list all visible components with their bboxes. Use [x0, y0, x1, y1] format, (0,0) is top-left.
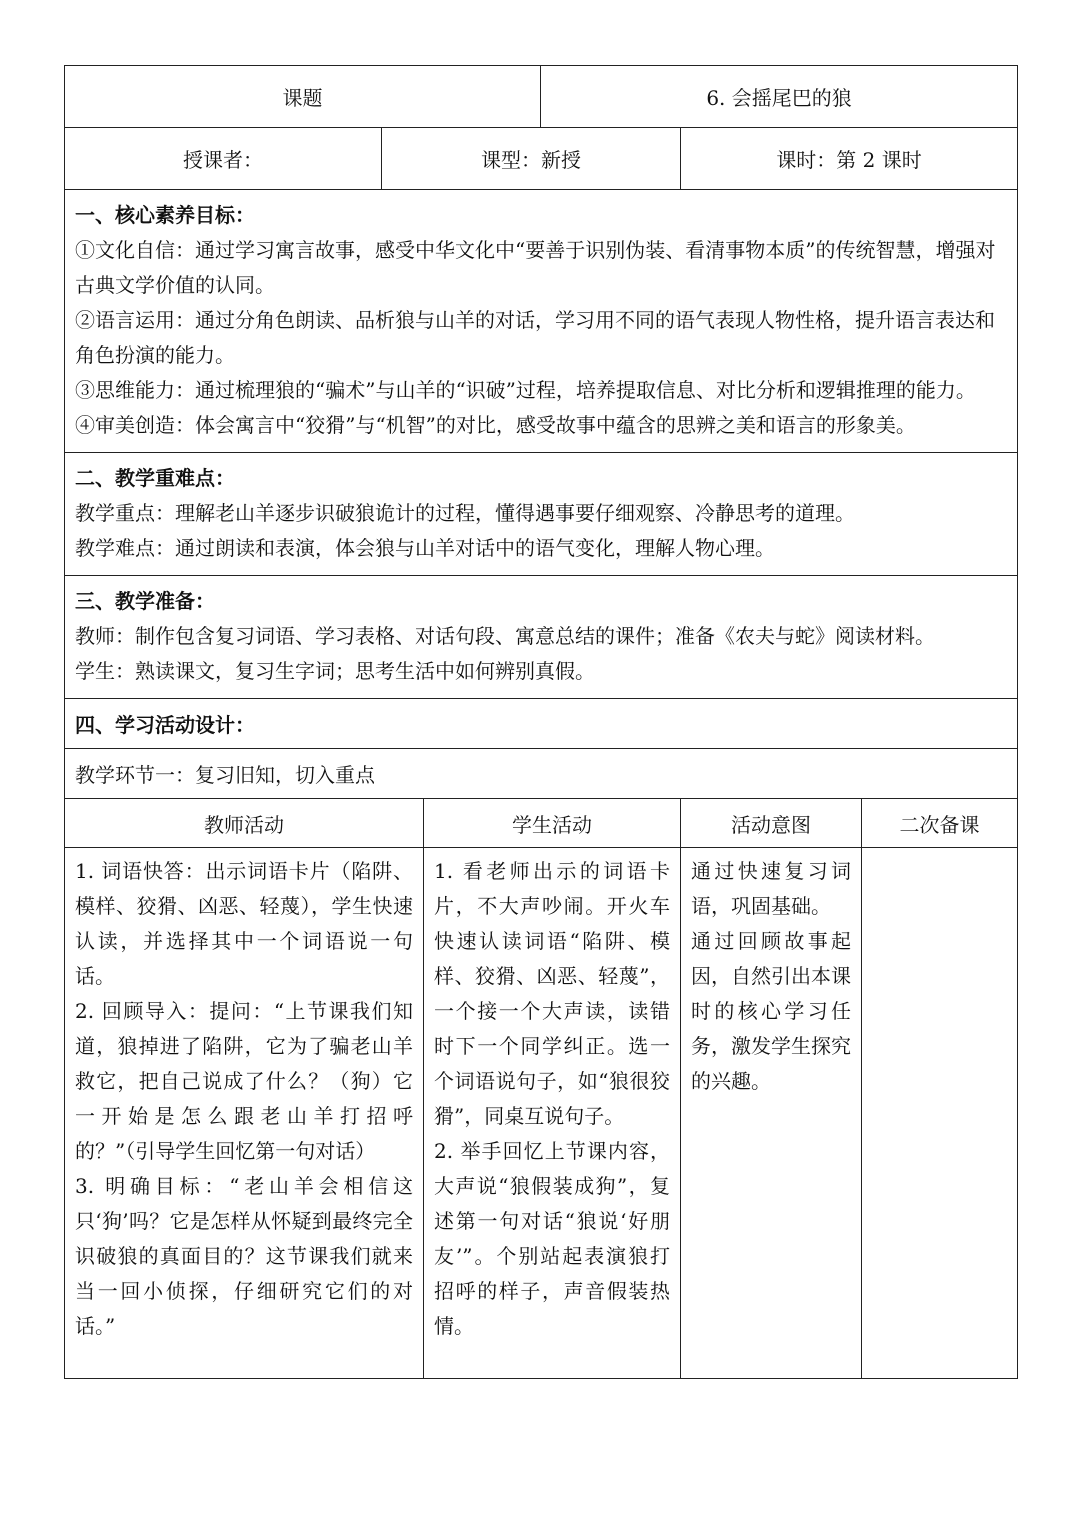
column-header: 学生活动: [424, 799, 681, 848]
goal-item: ②语言运用：通过分角色朗读、品析狼与山羊的对话，学习用不同的语气表现人物性格，提升语言表达和角色扮演的能力。: [75, 308, 995, 367]
intent-item: 通过回顾故事起因，自然引出本课时的核心学习任务，激发学生探究的兴趣。: [691, 929, 852, 1093]
preparation-row: [65, 576, 1018, 699]
teacher-label: 授课者：: [65, 128, 382, 190]
column-header: 二次备课: [862, 799, 1018, 848]
lesson-plan-table: [64, 65, 1018, 1379]
student-activity-item: 1. 看老师出示的词语卡片，不大声吵闹。开火车快速认读词语“陷阱、模样、狡猾、凶恶、轻蔑”，一个接一个大声读，读错时下一个同学纠正。选一个词语说句子，如“狼很狡猾”，同桌互说句子。: [434, 859, 671, 1128]
preparation-item: 学生：熟读课文，复习生字词；思考生活中如何辨别真假。: [75, 659, 595, 683]
key-points-title: 二、教学重难点：: [75, 466, 235, 490]
goals-title: 一、核心素养目标：: [75, 203, 255, 227]
activity-content-row: [65, 848, 1018, 1379]
second-prep-cell: [862, 848, 1018, 1379]
period-label: 课时：第 2 课时: [681, 128, 1018, 190]
preparation-title: 三、教学准备：: [75, 589, 215, 613]
topic-row: [65, 66, 1018, 128]
activities-title: 四、学习活动设计：: [65, 699, 1018, 749]
intent-item: 通过快速复习词语，巩固基础。: [691, 859, 852, 918]
key-point-item: 教学难点：通过朗读和表演，体会狼与山羊对话中的语气变化，理解人物心理。: [75, 536, 775, 560]
column-header: 活动意图: [681, 799, 862, 848]
activity-header-row: [65, 799, 1018, 848]
type-label: 课型：新授: [382, 128, 681, 190]
key-points-row: [65, 453, 1018, 576]
teacher-activity-item: 1. 词语快答：出示词语卡片（陷阱、模样、狡猾、凶恶、轻蔑），学生快速认读，并选择其中一个词语说一句话。: [75, 859, 413, 988]
key-point-item: 教学重点：理解老山羊逐步识破狼诡计的过程，懂得遇事要仔细观察、冷静思考的道理。: [75, 501, 855, 525]
intent-cell: [681, 848, 862, 1379]
lesson-plan: [64, 65, 1017, 1379]
teacher-activity-item: 2. 回顾导入：提问：“上节课我们知道，狼掉进了陷阱，它为了骗老山羊救它，把自己说成了什么？（狗）它一开始是怎么跟老山羊打招呼的？”（引导学生回忆第一句对话）: [75, 999, 413, 1163]
topic-value: 6. 会摇尾巴的狼: [541, 66, 1018, 128]
goals-row: [65, 190, 1018, 453]
goal-item: ③思维能力：通过梳理狼的“骗术”与山羊的“识破”过程，培养提取信息、对比分析和逻辑推理的能力。: [75, 378, 976, 402]
preparation-section: [65, 576, 1018, 699]
goals-section: [65, 190, 1018, 453]
column-header: 教师活动: [65, 799, 424, 848]
info-row: [65, 128, 1018, 190]
student-activity-cell: [424, 848, 681, 1379]
key-points-section: [65, 453, 1018, 576]
goal-item: ④审美创造：体会寓言中“狡猾”与“机智”的对比，感受故事中蕴含的思辨之美和语言的形象美。: [75, 413, 916, 437]
stage-label: 教学环节一：复习旧知，切入重点: [65, 749, 1018, 799]
topic-label: 课题: [65, 66, 541, 128]
student-activity-item: 2. 举手回忆上节课内容，大声说“狼假装成狗”，复述第一句对话“狼说‘好朋友’”。个别站起表演狼打招呼的样子，声音假装热情。: [434, 1139, 671, 1338]
preparation-item: 教师：制作包含复习词语、学习表格、对话句段、寓意总结的课件；准备《农夫与蛇》阅读材料。: [75, 624, 935, 648]
stage-row: [65, 749, 1018, 799]
goal-item: ①文化自信：通过学习寓言故事，感受中华文化中“要善于识别伪装、看清事物本质”的传统智慧，增强对古典文学价值的认同。: [75, 238, 996, 297]
teacher-activity-item: 3. 明确目标：“老山羊会相信这只‘狗’吗？它是怎样从怀疑到最终完全识破狼的真面目的？这节课我们就来当一回小侦探，仔细研究它们的对话。”: [75, 1174, 413, 1338]
activities-title-row: [65, 699, 1018, 749]
teacher-activity-cell: [65, 848, 424, 1379]
